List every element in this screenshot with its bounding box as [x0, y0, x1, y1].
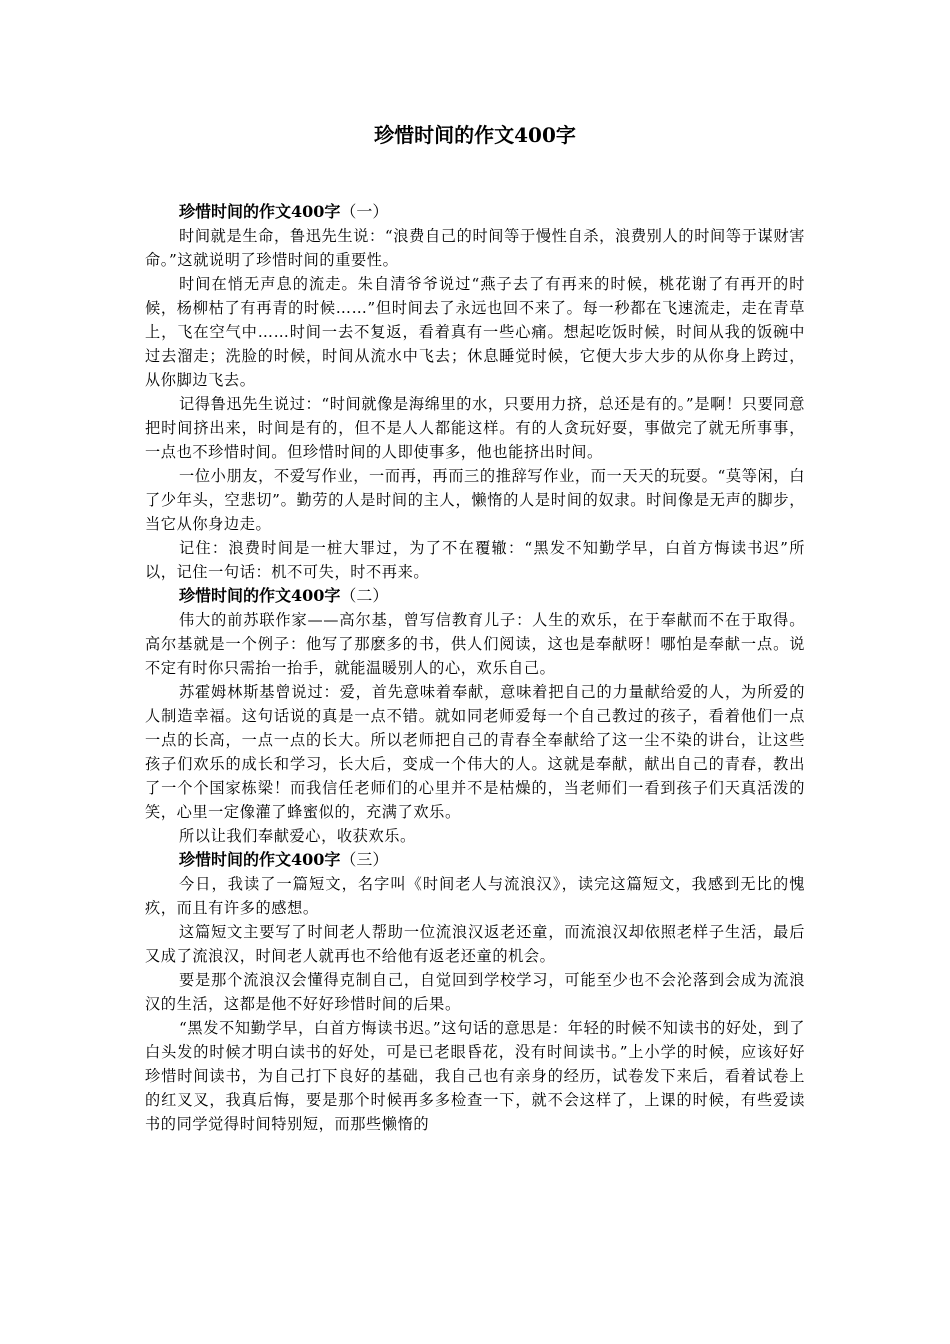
- paragraph: 时间就是生命，鲁迅先生说：“浪费自己的时间等于慢性自杀，浪费别人的时间等于谋财害命。”这就说明了珍惜时间的重要性。: [145, 227, 805, 269]
- paragraph: 今日，我读了一篇短文，名字叫《时间老人与流浪汉》，读完这篇短文，我感到无比的愧疚，而且有许多的感想。: [145, 875, 805, 917]
- section-heading-number: （二）: [340, 586, 389, 605]
- paragraph: 一位小朋友，不爱写作业，一而再，再而三的推辞写作业，而一天天的玩耍。“莫等闲，白了少年头，空悲切”。勤劳的人是时间的主人，懒惰的人是时间的奴隶。时间像是无声的脚步，当它从你身边走。: [145, 467, 805, 533]
- section-heading: [145, 200, 805, 224]
- document-title: 珍惜时间的作文400字: [374, 123, 576, 147]
- section-heading-number: （三）: [340, 850, 389, 869]
- section-heading-title: 珍惜时间的作文400字: [179, 202, 341, 221]
- section-heading-title: 珍惜时间的作文400字: [179, 850, 341, 869]
- essay-section-1: [145, 200, 805, 584]
- paragraph: 时间在悄无声息的流走。朱自清爷爷说过“燕子去了有再来的时候，桃花谢了有再开的时候，杨柳枯了有再青的时候……”但时间去了永远也回不来了。每一秒都在飞速流走，走在青草上，飞在空气中……时间一去不复返，看着真有一些心痛。想起吃饭时候，时间从我的饭碗中过去溜走；洗脸的时候，时间从流水中飞去；休息睡觉时候，它便大步大步的从你身上跨过，从你脚边飞去。: [145, 275, 805, 389]
- section-heading: [145, 848, 805, 872]
- essay-section-3: [145, 848, 805, 1136]
- section-heading-number: （一）: [340, 202, 389, 221]
- paragraph: 这篇短文主要写了时间老人帮助一位流浪汉返老还童，而流浪汉却依照老样子生活，最后又成了流浪汉，时间老人就再也不给他有返老还童的机会。: [145, 923, 805, 965]
- document-page: [145, 118, 805, 1136]
- paragraph: 苏霍姆林斯基曾说过：爱，首先意味着奉献，意味着把自己的力量献给爱的人，为所爱的人制造幸福。这句话说的真是一点不错。就如同老师爱每一个自己教过的孩子，看着他们一点一点的长高，一点一点的长大。所以老师把自己的青春全奉献给了这一尘不染的讲台，让这些孩子们欢乐的成长和学习，长大后，变成一个伟大的人。这就是奉献，献出自己的青春，教出了一个个国家栋梁！而我信任老师们的心里并不是枯燥的，当老师们一看到孩子们天真活泼的笑，心里一定像灌了蜂蜜似的，充满了欢乐。: [145, 683, 805, 821]
- paragraph: 所以让我们奉献爱心，收获欢乐。: [179, 827, 416, 845]
- essay-section-2: [145, 584, 805, 848]
- paragraph: “黑发不知勤学早，白首方悔读书迟。”这句话的意思是：年轻的时候不知读书的好处，到了白头发的时候才明白读书的好处，可是已老眼昏花，没有时间读书。”上小学的时候，应该好好珍惜时间读书，为自己打下良好的基础，我自己也有亲身的经历，试卷发下来后，看着试卷上的红叉叉，我真后悔，要是那个时候再多多检查一下，就不会这样了，上课的时候，有些爱读书的同学觉得时间特别短，而那些懒惰的: [145, 1019, 805, 1133]
- section-heading: [145, 584, 805, 608]
- paragraph: 记住：浪费时间是一桩大罪过，为了不在覆辙：“黑发不知勤学早，白首方悔读书迟”所以，记住一句话：机不可失，时不再来。: [145, 539, 805, 581]
- paragraph: 要是那个流浪汉会懂得克制自己，自觉回到学校学习，可能至少也不会沦落到会成为流浪汉的生活，这都是他不好好珍惜时间的后果。: [145, 971, 805, 1013]
- paragraph: 伟大的前苏联作家——高尔基，曾写信教育儿子：人生的欢乐，在于奉献而不在于取得。高尔基就是一个例子：他写了那麽多的书，供人们阅读，这也是奉献呀！哪怕是奉献一点。说不定有时你只需抬一抬手，就能温暖别人的心，欢乐自己。: [145, 611, 805, 677]
- section-heading-title: 珍惜时间的作文400字: [179, 586, 341, 605]
- paragraph: 记得鲁迅先生说过：“时间就像是海绵里的水，只要用力挤，总还是有的。”是啊！只要同意把时间挤出来，时间是有的，但不是人人都能这样。有的人贪玩好耍，事做完了就无所事事，一点也不珍惜时间。但珍惜时间的人即使事多，他也能挤出时间。: [145, 395, 805, 461]
